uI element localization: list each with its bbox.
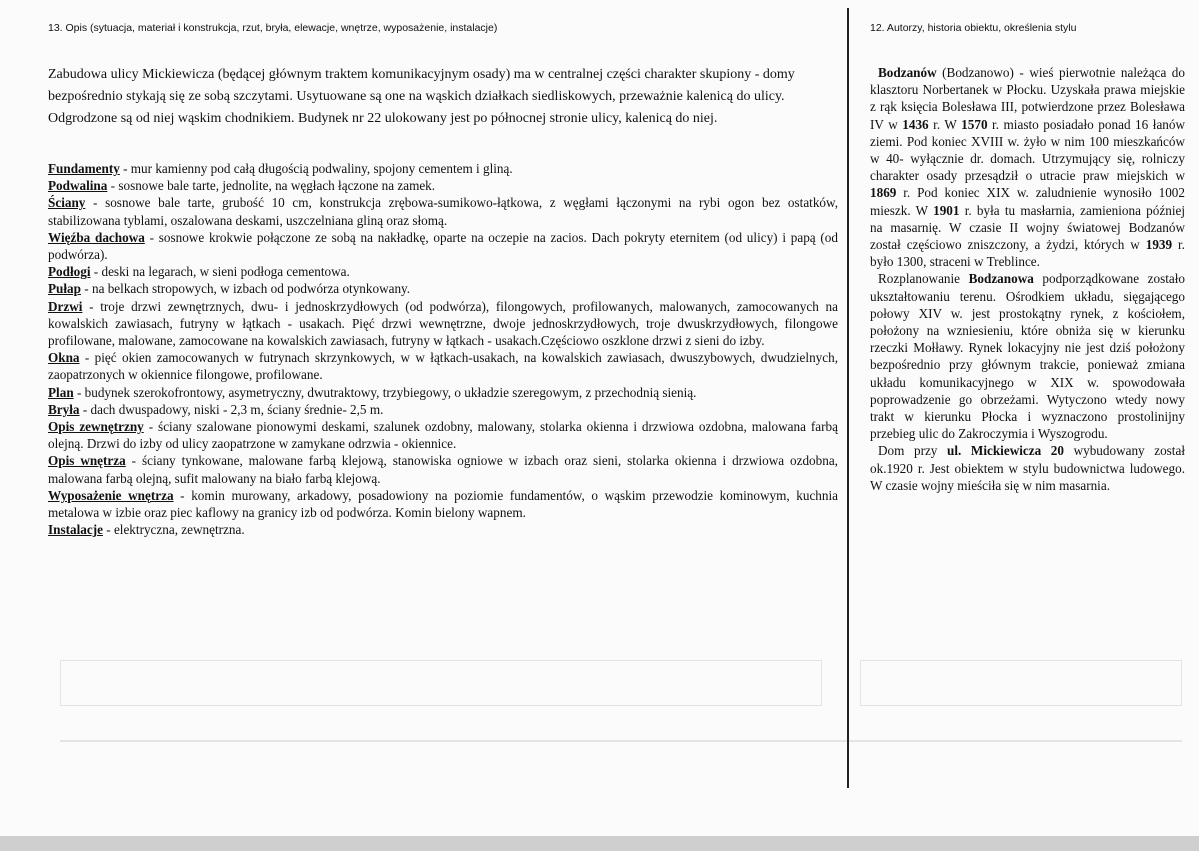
entry-term: Więźba dachowa	[48, 229, 145, 245]
show-through-line	[60, 740, 1182, 742]
history-paragraph	[870, 442, 1185, 494]
description-entry	[48, 349, 838, 383]
entry-text: - dach dwuspadowy, niski - 2,3 m, ściany średnie- 2,5 m.	[79, 401, 384, 417]
history-paragraph	[870, 270, 1185, 442]
history-run: r. była tu masłarnia, zamieniona później na masarnię. W czasie II wojny światowej Bodzanów został częściowo zniszczony, a żydzi, których w	[870, 202, 1186, 253]
entry-term: Plan	[48, 384, 74, 400]
description-entry	[48, 418, 838, 452]
entry-term: Instalacje	[48, 522, 103, 538]
description-entry	[48, 263, 838, 280]
entry-text: - ściany szalowane pionowymi deskami, szalunek ozdobny, malowany, stolarka okienna i drzwiowa ozdobna, malowana farbą olejną. Drzwi do izby od ulicy zaopatrzone w zamykane odrzwia - okiennice.	[48, 419, 838, 452]
intro-line: Zabudowa ulicy Mickiewicza (będącej głównym traktem komunikacyjnym osady) ma w centralnej części charakter skupiony - domy	[48, 67, 795, 82]
description-entry	[48, 229, 838, 263]
history-emphasis: 1939	[1145, 237, 1173, 253]
entry-text: - ściany tynkowane, malowane farbą klejową, stanowiska ogniowe w izbach oraz sieni, stolarka okienna i drzwiowa ozdobna, malowana farbą olejną, sufit malowany na biało farbą klejową.	[48, 453, 838, 486]
intro-line: bezpośrednio stykają się ze sobą szczytami. Usytuowane są one na wąskich działkach siedliskowych, przeważnie kalenicą do ulicy.	[48, 89, 785, 104]
description-entry	[48, 487, 838, 521]
entry-term: Wyposażenie wnętrza	[48, 487, 174, 503]
description-entry	[48, 521, 838, 538]
history-emphasis: 1901	[933, 202, 960, 218]
entry-text: - elektryczna, zewnętrzna.	[102, 522, 245, 538]
scan-edge	[0, 836, 1199, 851]
description-entry	[48, 194, 838, 228]
history-run: podporządkowane zostało ukształtowaniu terenu. Ośrodkiem układu, sięgającego połowy XIV w. jest prostokątny rynek, z kościołem, położony na wzniesieniu, które obniża się w kierunku rzeczki Mołławy. Rynek lokacyjny nie jest dziś położony bezpośrednio przy głównym trakcie, ponieważ zmiana układu komunikacyjnego w XIX w. spowodowała poprowadzenie go obrzeżami. Wytyczono wtedy nowy trakt w kierunku Płocka i wyznaczono prostolinijny przebieg ulic do Zakroczymia i Wyszogrodu.	[870, 271, 1185, 442]
entry-term: Pułap	[48, 281, 81, 297]
history-run: r. miasto posiadało ponad 16 łanów ziemi. Pod koniec XVIII w. żyło w nim 100 mieszkańców w 40- wyłącznie dr. domach. Utrzymujący się, rolniczy charakter osady przesądził o utracie praw miejskich w	[870, 116, 1186, 184]
history-emphasis: ul. Mickiewicza 20	[947, 443, 1064, 459]
section-12-header: 12. Autorzy, historia obiektu, określenia stylu	[870, 22, 1077, 34]
history-run: r. W	[928, 116, 962, 132]
history-run: (Bodzanowo) - wieś pierwotnie należąca do klasztoru Norbertanek w Płocku. Uzyskała prawa miejskie z rąk księcia Bolesława III, potwierdzone przez Bolesława IV w	[870, 65, 1185, 132]
description-entry	[48, 298, 838, 350]
entry-text: - pięć okien zamocowanych w futrynach skrzynkowych, w w łątkach-usakach, na kowalskich zawiasach, dwuszybowych, dwudzielnych, zaopatrzonych w okiennice filongowe, profilowane.	[48, 350, 838, 383]
history-emphasis: 1869	[870, 185, 897, 201]
history-paragraph	[870, 64, 1185, 270]
entry-term: Opis zewnętrzny	[48, 419, 144, 435]
column-divider	[847, 8, 849, 788]
history-run: Dom przy	[878, 443, 947, 459]
history-run: wybudowany został ok.1920 r. Jest obiektem w stylu budownictwa ludowego. W czasie wojny mieściła się w nim masarnia.	[870, 443, 1185, 493]
history-run: r. było 1300, straceni w Treblince.	[870, 237, 1185, 270]
description-entry	[48, 401, 838, 418]
entry-text: - na belkach stropowych, w izbach od podwórza otynkowany.	[80, 281, 411, 297]
description-entry	[48, 384, 838, 401]
entry-text: - budynek szerokofrontowy, asymetryczny, dwutraktowy, trzybiegowy, o układzie szeregowym, z przechodnią sienią.	[73, 384, 697, 400]
history-run: r. Pod koniec XIX w. zaludnienie wynosiło 1002 mieszk. W	[870, 185, 1185, 218]
history-emphasis: Bodzanowa	[968, 271, 1034, 287]
history-emphasis: 1570	[961, 116, 988, 132]
entry-text: - sosnowe krokwie połączone ze sobą na nakładkę, oparte na oczepie na zacios. Dach pokryty eternitem (od ulicy) i papą (od podwórza).	[48, 229, 838, 263]
history-emphasis: 1436	[902, 116, 929, 132]
description-entry	[48, 160, 838, 177]
entry-term: Ściany	[48, 195, 86, 211]
description-entry	[48, 280, 838, 297]
entry-term: Opis wnętrza	[48, 453, 126, 469]
intro-line: Odgrodzone są od niej wąskim chodnikiem. Budynek nr 22 ulokowany jest po północnej stronie ulicy, kalenicą do niej.	[48, 111, 718, 126]
entry-text: - deski na legarach, w sieni podłoga cementowa.	[90, 264, 350, 280]
history-run: Rozplanowanie	[878, 271, 969, 287]
entry-text: - sosnowe bale tarte, grubość 10 cm, konstrukcja zrębowa-sumikowo-łątkowa, z węgłami łączonymi na rybi ogon bez ostatków, stabilizowana tyblami, oszalowana deskami, uszczelniana gliną oraz słomą.	[48, 195, 838, 228]
description-entry	[48, 177, 838, 194]
section-13-header: 13. Opis (sytuacja, materiał i konstrukcja, rzut, bryła, elewacje, wnętrze, wyposażenie, instalacje)	[48, 22, 498, 34]
entry-term: Podwalina	[48, 178, 108, 194]
show-through-frame-right	[860, 660, 1182, 706]
history-emphasis: Bodzanów	[878, 65, 937, 80]
description-entry	[48, 452, 838, 486]
entry-text: - komin murowany, arkadowy, posadowiony na poziomie fundamentów, o wąskim przewodzie kominowym, kuchnia metalowa w izbie oraz piec kaflowy na granicy izb od podwórza. Komin bielony wapnem.	[48, 487, 839, 521]
description-entries	[48, 160, 838, 538]
entry-term: Bryła	[48, 401, 80, 417]
entry-term: Okna	[48, 350, 80, 366]
entry-text: - mur kamienny pod całą długością podwaliny, spojony cementem i gliną.	[119, 161, 513, 176]
intro-paragraph	[48, 64, 838, 130]
history-text	[870, 64, 1185, 494]
entry-text: - sosnowe bale tarte, jednolite, na węgłach łączone na zamek.	[107, 178, 436, 194]
entry-term: Fundamenty	[48, 161, 120, 176]
entry-term: Podłogi	[48, 264, 91, 280]
entry-text: - troje drzwi zewnętrznych, dwu- i jednoskrzydłowych (od podwórza), filongowych, profilowanych, malowanych, zamocowanych na kowalskich zawiasach, futryny w łątkach - usakach. Pięć drzwi wewnętrzne, dwoje jednoskrzydłowych, troje dwuskrzydłowych, filongowe profilowane, malowane, zamocowane na kowalskich zawiasach, futryny w łątkach - usakach.Częściowo oszklone drzwi z sieni do izby.	[48, 298, 838, 349]
left-column	[48, 22, 838, 538]
entry-term: Drzwi	[48, 298, 83, 314]
right-column	[870, 22, 1185, 494]
show-through-frame	[60, 660, 822, 706]
